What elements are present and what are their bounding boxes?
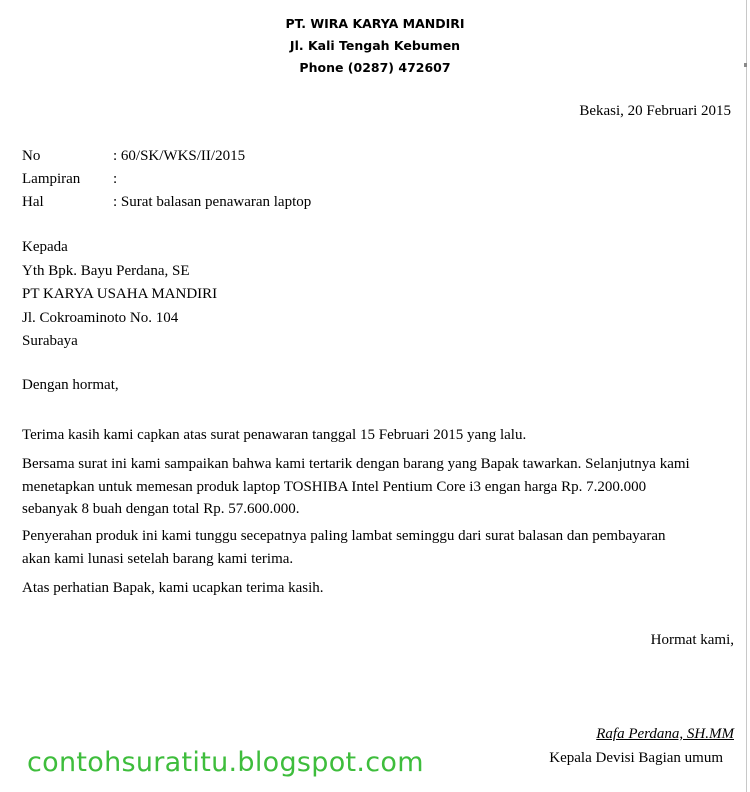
meta-label: No — [22, 148, 41, 164]
body-paragraph-3 — [22, 525, 722, 570]
meta-label: Hal — [22, 194, 44, 210]
page-edge-divider — [746, 0, 747, 792]
paragraph-line: menetapkan untuk memesan produk laptop TOSHIBA Intel Pentium Core i3 engan harga Rp. 7.200.000 — [22, 478, 647, 495]
letterhead — [270, 13, 480, 79]
recipient-block — [22, 236, 217, 354]
meta-value: : 60/SK/WKS/II/2015 — [113, 148, 246, 164]
paragraph-line: akan kami lunasi setelah barang kami terima. — [22, 550, 294, 567]
company-phone: Phone (0287) 472607 — [299, 60, 451, 75]
recipient-kepada: Kepada — [22, 239, 68, 255]
recipient-name: Yth Bpk. Bayu Perdana, SE — [22, 262, 190, 279]
recipient-street: Jl. Cokroaminoto No. 104 — [22, 309, 179, 326]
recipient-city: Surabaya — [22, 333, 78, 349]
meta-value: : Surat balasan penawaran laptop — [113, 194, 312, 210]
meta-row-number — [22, 145, 311, 168]
letter-meta — [22, 145, 311, 214]
paragraph-line: Bersama surat ini kami sampaikan bahwa kami tertarik dengan barang yang Bapak tawarkan. Selanjutnya kami — [22, 456, 690, 472]
meta-row-attachment — [22, 168, 311, 191]
recipient-company: PT KARYA USAHA MANDIRI — [22, 286, 218, 302]
meta-row-subject — [22, 191, 311, 214]
meta-label: Lampiran — [22, 171, 81, 187]
paragraph-line: Atas perhatian Bapak, kami ucapkan terima kasih. — [22, 580, 324, 596]
body-paragraph-2 — [22, 453, 722, 521]
paragraph-line: Terima kasih kami capkan atas surat penawaran tanggal 15 Februari 2015 yang lalu. — [22, 427, 527, 443]
paragraph-line: Penyerahan produk ini kami tunggu secepatnya paling lambat seminggu dari surat balasan dan pembayaran — [22, 528, 666, 544]
signer-title: Kepala Devisi Bagian umum — [549, 750, 723, 766]
meta-value: : — [113, 171, 118, 187]
page-edge-marker — [744, 63, 747, 67]
body-paragraph-1 — [22, 424, 722, 447]
body-paragraph-4 — [22, 577, 722, 600]
company-address: Jl. Kali Tengah Kebumen — [289, 38, 461, 53]
salutation: Dengan hormat, — [22, 377, 119, 393]
closing: Hormat kami, — [650, 632, 734, 648]
company-name: PT. WIRA KARYA MANDIRI — [285, 16, 465, 31]
blog-watermark: contohsuratitu.blogspot.com — [27, 747, 424, 778]
signer-name: Rafa Perdana, SH.MM — [596, 726, 734, 742]
letter-date: Bekasi, 20 Februari 2015 — [579, 103, 731, 119]
paragraph-line: sebanyak 8 buah dengan total Rp. 57.600.000. — [22, 501, 300, 517]
